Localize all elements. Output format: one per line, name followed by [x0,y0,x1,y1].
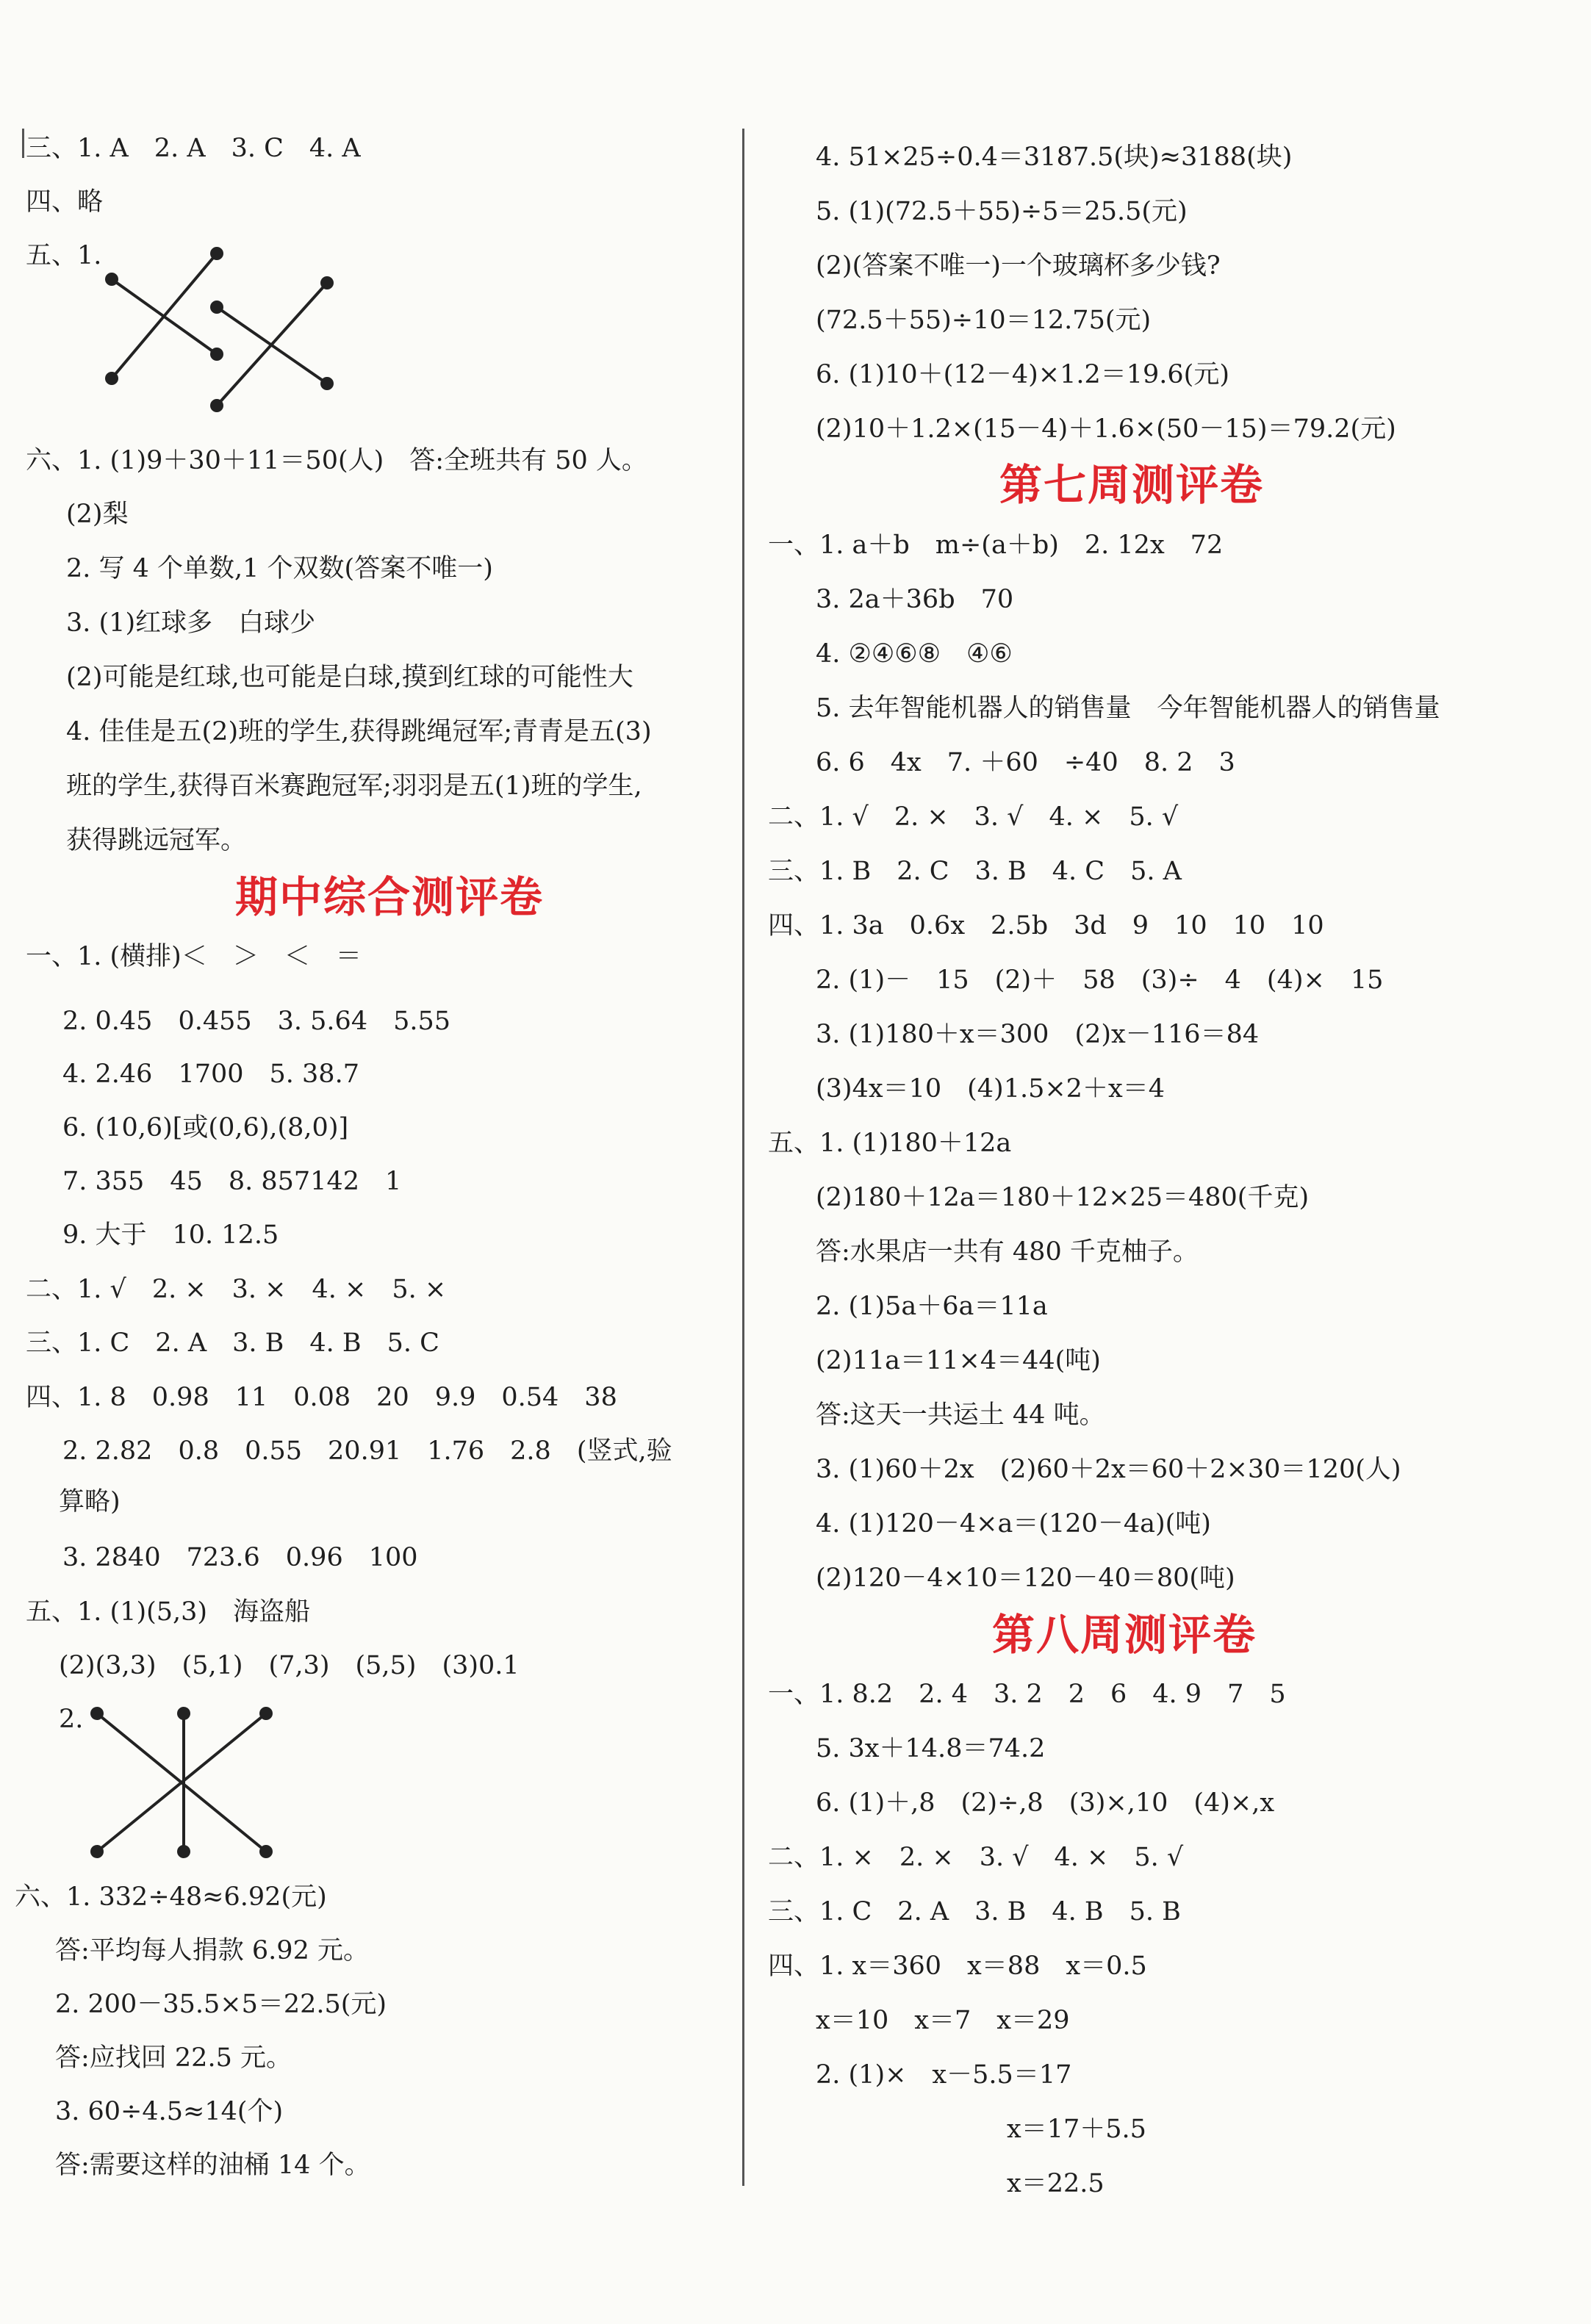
left-margin-mark [22,129,24,158]
right-answer-line: (2)(答案不唯一)一个玻璃杯多少钱? [816,251,1221,281]
right-answer-line: 5. 3x＋14.8＝74.2 [816,1734,1046,1763]
right-answer-line: 答:水果店一共有 480 千克柚子。 [816,1237,1199,1267]
right-answer-line: 2. (1)× x－5.5＝17 [816,2060,1072,2090]
left-answer-line: 9. 大于 10. 12.5 [62,1220,279,1250]
matching-diagram-2 [81,1705,287,1866]
left-answer-line: (2)梨 [66,500,129,529]
left-answer-line: 算略) [59,1487,121,1517]
left-answer-line: 六、1. 332÷48≈6.92(元) [15,1882,327,1912]
right-answer-line: 3. 2a＋36b 70 [816,585,1014,614]
right-answer-line: 一、1. 8.2 2. 4 3. 2 2 6 4. 9 7 5 [768,1680,1286,1709]
left-answer-line: 2. 0.45 0.455 3. 5.64 5.55 [62,1007,451,1036]
right-answer-line: 5. 去年智能机器人的销售量 今年智能机器人的销售量 [816,694,1440,723]
left-answer-line: 3. 2840 723.6 0.96 100 [62,1543,418,1572]
left-answer-line: 五、1. (1)(5,3) 海盗船 [26,1597,311,1627]
left-answer-line: 7. 355 45 8. 857142 1 [62,1167,402,1196]
left-answer-line: 3. (1)红球多 白球少 [66,608,316,638]
right-answer-line: 2. (1)－ 15 (2)＋ 58 (3)÷ 4 (4)× 15 [816,965,1384,995]
left-answer-line: (2)(3,3) (5,1) (7,3) (5,5) (3)0.1 [59,1651,520,1680]
left-answer-line: 答:应找回 22.5 元。 [55,2043,292,2073]
right-answer-line: (2)11a＝11×4＝44(吨) [816,1346,1101,1375]
left-answer-line: 二、1. √ 2. × 3. × 4. × 5. × [26,1275,447,1304]
right-answer-line: 一、1. a＋b m÷(a＋b) 2. 12x 72 [768,530,1224,560]
left-answer-line: 一、1. (横排)＜ ＞ ＜ ＝ [26,942,362,971]
right-answer-line: 二、1. √ 2. × 3. √ 4. × 5. √ [768,802,1179,832]
right-answer-line: x＝17＋5.5 [1007,2115,1146,2144]
right-answer-line: (2)10＋1.2×(15－4)＋1.6×(50－15)＝79.2(元) [816,414,1396,444]
right-answer-line: 二、1. × 2. × 3. √ 4. × 5. √ [768,1843,1184,1872]
left-answer-line: 6. (10,6)[或(0,6),(8,0)] [62,1113,349,1143]
right-answer-line: 2. (1)5a＋6a＝11a [816,1292,1048,1321]
column-divider [742,129,744,2186]
left-answer-line: 班的学生,获得百米赛跑冠军;羽羽是五(1)班的学生, [66,771,642,801]
left-answer-line: 2. 200－35.5×5＝22.5(元) [55,1990,387,2019]
left-answer-line: 四、略 [26,187,104,217]
right-answer-line: 四、1. x＝360 x＝88 x＝0.5 [768,1951,1147,1981]
right-answer-line: (2)180＋12a＝180＋12×25＝480(千克) [816,1183,1310,1212]
right-answer-line: 三、1. B 2. C 3. B 4. C 5. A [768,857,1182,886]
left-answer-line: 2. 写 4 个单数,1 个双数(答案不唯一) [66,554,493,583]
right-answer-line: 6. 6 4x 7. ＋60 ÷40 8. 2 3 [816,748,1235,777]
left-answer-line: 获得跳远冠军。 [66,826,247,855]
left-answer-line: 六、1. (1)9＋30＋11＝50(人) 答:全班共有 50 人。 [26,446,647,475]
section-heading: 第八周测评卷 [992,1610,1257,1660]
matching-diagram-1 [96,242,345,419]
right-answer-line: 6. (1)＋,8 (2)÷,8 (3)×,10 (4)×,x [816,1788,1275,1818]
left-answer-line: 答:平均每人捐款 6.92 元。 [55,1936,369,1965]
right-answer-line: (2)120－4×10＝120－40＝80(吨) [816,1564,1235,1593]
right-answer-line: (72.5＋55)÷10＝12.75(元) [816,306,1152,335]
left-answer-line: 五、1. [26,241,102,270]
left-answer-line: 4. 2.46 1700 5. 38.7 [62,1060,359,1089]
left-answer-line: (2)可能是红球,也可能是白球,摸到红球的可能性大 [66,663,633,692]
right-answer-line: 四、1. 3a 0.6x 2.5b 3d 9 10 10 10 [768,911,1324,940]
right-answer-line: 4. (1)120－4×a＝(120－4a)(吨) [816,1509,1211,1539]
right-answer-line: 4. ②④⑥⑧ ④⑥ [816,639,1013,669]
right-answer-line: 4. 51×25÷0.4＝3187.5(块)≈3188(块) [816,143,1293,172]
right-answer-line: 3. (1)180＋x＝300 (2)x－116＝84 [816,1020,1260,1049]
left-answer-line: 3. 60÷4.5≈14(个) [55,2097,284,2126]
right-answer-line: 五、1. (1)180＋12a [768,1129,1012,1158]
left-answer-line: 三、1. C 2. A 3. B 4. B 5. C [26,1328,439,1358]
left-answer-line: 答:需要这样的油桶 14 个。 [55,2151,370,2180]
right-answer-line: (3)4x＝10 (4)1.5×2＋x＝4 [816,1074,1165,1104]
left-answer-line: 三、1. A 2. A 3. C 4. A [26,134,361,163]
right-answer-line: x＝22.5 [1007,2169,1105,2198]
section-heading-midterm: 期中综合测评卷 [235,872,545,922]
right-answer-line: 答:这天一共运土 44 吨。 [816,1400,1105,1430]
right-answer-line: 6. (1)10＋(12－4)×1.2＝19.6(元) [816,360,1229,389]
left-answer-line: 4. 佳佳是五(2)班的学生,获得跳绳冠军;青青是五(3) [66,717,652,747]
section-heading: 第七周测评卷 [999,460,1265,510]
right-answer-line: x＝10 x＝7 x＝29 [816,2006,1070,2035]
left-answer-line: 2. 2.82 0.8 0.55 20.91 1.76 2.8 (竖式,验 [62,1436,672,1466]
right-answer-line: 三、1. C 2. A 3. B 4. B 5. B [768,1897,1181,1927]
right-answer-line: 5. (1)(72.5＋55)÷5＝25.5(元) [816,197,1188,226]
left-answer-line: 2. [59,1705,84,1734]
left-answer-line: 四、1. 8 0.98 11 0.08 20 9.9 0.54 38 [26,1383,617,1412]
right-answer-line: 3. (1)60＋2x (2)60＋2x＝60＋2×30＝120(人) [816,1455,1401,1484]
